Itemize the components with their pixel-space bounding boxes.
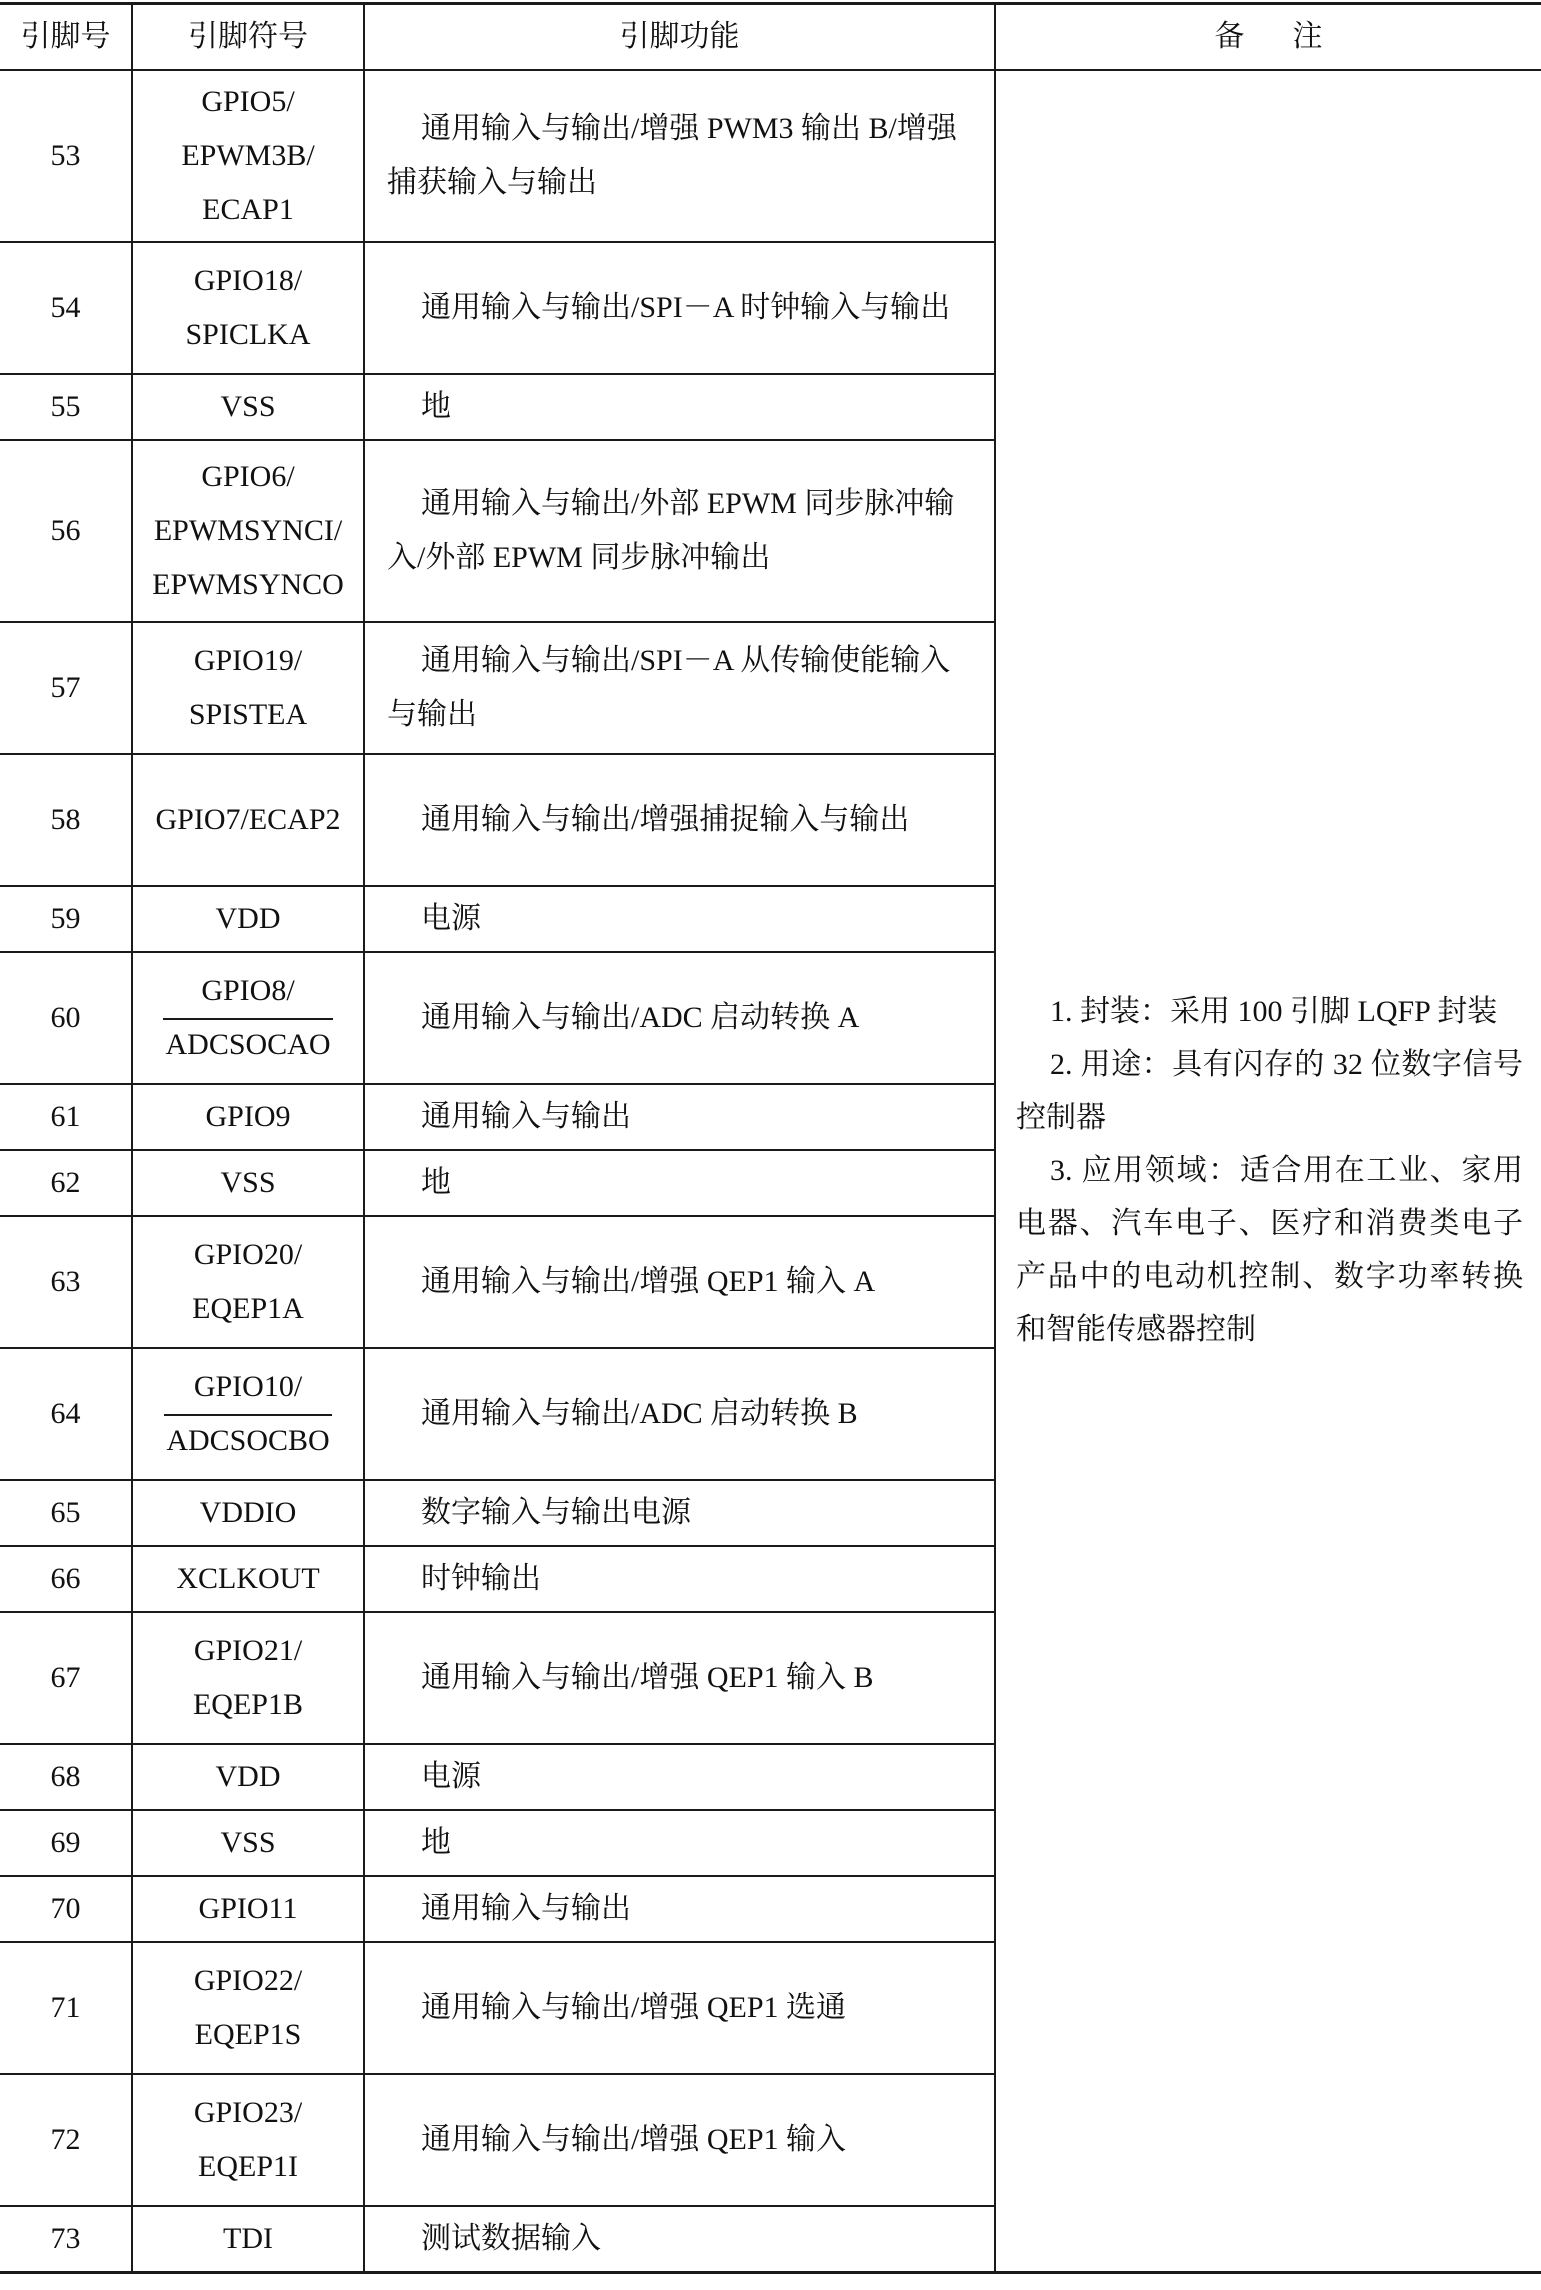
pin-symbol-cell	[132, 374, 364, 440]
pin-symbol-line: SPISTEA	[188, 698, 308, 731]
pin-function-cell	[364, 622, 995, 754]
remark-item: 2. 用途：具有闪存的 32 位数字信号控制器	[1016, 1048, 1523, 1135]
remarks-cell	[995, 70, 1541, 2272]
table-body	[0, 70, 1541, 2272]
pin-symbol-line: GPIO19/	[193, 644, 303, 677]
pin-function-cell	[364, 1876, 995, 1942]
pin-function-cell	[364, 1480, 995, 1546]
pin-symbol-cell	[132, 1810, 364, 1876]
pin-function-cell	[364, 1546, 995, 1612]
remark-item: 3. 应用领域：适合用在工业、家用电器、汽车电子、医疗和消费类电子产品中的电动机控制、数字功率转换和智能传感器控制	[1016, 1154, 1523, 1347]
pin-symbol-active-low: ADCSOCAO	[163, 1018, 332, 1070]
pin-symbol-line: EQEP1B	[192, 1688, 303, 1721]
pin-function-text: 地	[421, 1166, 451, 1199]
pin-symbol-cell	[132, 1612, 364, 1744]
pin-symbol-cell	[132, 1084, 364, 1150]
pin-number-cell: 62	[0, 1150, 132, 1216]
pin-symbol-line: EPWM3B/	[181, 139, 315, 172]
pin-symbol-cell	[132, 70, 364, 242]
pin-function-text: 通用输入与输出/SPI－A 从传输使能输入与输出	[387, 644, 951, 731]
pin-function-text: 通用输入与输出	[421, 1100, 631, 1133]
pin-function-text: 通用输入与输出/增强 QEP1 选通	[421, 1991, 847, 2024]
pin-symbol-line	[133, 1018, 363, 1072]
pin-function-text: 地	[421, 390, 451, 423]
pin-function-cell	[364, 2206, 995, 2272]
pin-function-text: 通用输入与输出/增强 PWM3 输出 B/增强捕获输入与输出	[387, 112, 957, 199]
pin-symbol-cell	[132, 1348, 364, 1480]
pin-number-cell: 69	[0, 1810, 132, 1876]
pin-symbol-line: EPWMSYNCO	[152, 568, 344, 601]
pin-symbol-cell	[132, 1546, 364, 1612]
pin-function-text: 通用输入与输出	[421, 1892, 631, 1925]
pin-symbol-line: GPIO18/	[193, 264, 303, 297]
pin-number-cell: 54	[0, 242, 132, 374]
header-pin-function: 引脚功能	[364, 4, 995, 71]
pin-number-cell: 57	[0, 622, 132, 754]
pin-symbol-cell	[132, 1216, 364, 1348]
pin-function-text: 电源	[421, 902, 481, 935]
header-pin-symbol: 引脚符号	[132, 4, 364, 71]
pin-function-text: 通用输入与输出/SPI－A 时钟输入与输出	[421, 291, 951, 324]
pin-symbol-cell	[132, 1744, 364, 1810]
pin-symbol-cell	[132, 1480, 364, 1546]
pin-function-cell	[364, 2074, 995, 2206]
pin-number-cell: 61	[0, 1084, 132, 1150]
pin-function-text: 电源	[421, 1760, 481, 1793]
pin-number-cell: 66	[0, 1546, 132, 1612]
pin-function-cell	[364, 1216, 995, 1348]
pin-symbol-line: VDD	[215, 902, 281, 935]
pin-function-text: 通用输入与输出/增强 QEP1 输入	[421, 2123, 847, 2156]
pin-symbol-line: GPIO21/	[193, 1634, 303, 1667]
pin-number-cell: 58	[0, 754, 132, 886]
pin-function-cell	[364, 242, 995, 374]
pin-symbol-line: ECAP1	[202, 193, 294, 226]
pin-symbol-line: VSS	[220, 1826, 276, 1859]
pin-symbol-line: GPIO11	[198, 1892, 298, 1925]
pin-symbol-cell	[132, 1876, 364, 1942]
pin-number-cell: 64	[0, 1348, 132, 1480]
pin-function-text: 通用输入与输出/ADC 启动转换 A	[421, 1001, 860, 1034]
pin-function-cell	[364, 754, 995, 886]
pin-number-cell: 53	[0, 70, 132, 242]
pin-number-cell: 55	[0, 374, 132, 440]
pin-function-cell	[364, 1612, 995, 1744]
pin-symbol-line: GPIO20/	[193, 1238, 303, 1271]
pin-symbol-line: TDI	[223, 2221, 273, 2255]
pin-symbol-line: EQEP1A	[192, 1292, 304, 1325]
pin-function-text: 通用输入与输出/增强 QEP1 输入 B	[421, 1661, 874, 1694]
pin-function-cell	[364, 952, 995, 1084]
table-row	[0, 70, 1541, 242]
pin-symbol-active-low: ADCSOCBO	[164, 1414, 331, 1466]
pin-symbol-cell	[132, 242, 364, 374]
pin-symbol-line: VSS	[220, 1166, 276, 1199]
pin-symbol-line: GPIO8/	[201, 974, 295, 1007]
pin-function-cell	[364, 374, 995, 440]
pin-function-text: 通用输入与输出/增强 QEP1 输入 A	[421, 1265, 876, 1298]
pin-symbol-cell	[132, 2074, 364, 2206]
pin-symbol-cell	[132, 2206, 364, 2272]
pin-function-text: 通用输入与输出/外部 EPWM 同步脉冲输入/外部 EPWM 同步脉冲输出	[387, 487, 955, 574]
pin-symbol-line: GPIO7/ECAP2	[155, 803, 341, 836]
pin-function-text: 通用输入与输出/增强捕捉输入与输出	[421, 803, 910, 836]
pin-symbol-cell	[132, 1150, 364, 1216]
pin-symbol-line: GPIO22/	[193, 1964, 303, 1997]
pin-function-text: 通用输入与输出/ADC 启动转换 B	[421, 1397, 858, 1430]
pin-symbol-line: GPIO6/	[201, 460, 295, 493]
table-header-row	[0, 4, 1541, 71]
pin-function-cell	[364, 1942, 995, 2074]
pin-function-cell	[364, 1150, 995, 1216]
pin-number-cell: 63	[0, 1216, 132, 1348]
pin-symbol-line: GPIO9	[205, 1100, 291, 1133]
pin-symbol-cell	[132, 1942, 364, 2074]
pin-number-cell: 70	[0, 1876, 132, 1942]
pin-symbol-cell	[132, 622, 364, 754]
pin-symbol-line: EQEP1I	[198, 2150, 298, 2183]
header-remarks	[995, 4, 1541, 71]
pin-number-cell: 73	[0, 2206, 132, 2272]
pin-symbol-line	[133, 1414, 363, 1468]
pin-function-cell	[364, 440, 995, 622]
header-remarks-text: 备注	[1214, 20, 1371, 53]
pin-function-cell	[364, 70, 995, 242]
pin-symbol-line: VDDIO	[199, 1496, 297, 1529]
pin-function-cell	[364, 1348, 995, 1480]
remark-item: 1. 封装：采用 100 引脚 LQFP 封装	[1050, 995, 1498, 1029]
pin-number-cell: 68	[0, 1744, 132, 1810]
pin-symbol-line: GPIO5/	[201, 85, 295, 118]
pin-symbol-cell	[132, 440, 364, 622]
pin-symbol-cell	[132, 952, 364, 1084]
pin-number-cell: 72	[0, 2074, 132, 2206]
pin-function-cell	[364, 1084, 995, 1150]
pin-symbol-line: SPICLKA	[185, 318, 311, 351]
pin-function-text: 地	[421, 1826, 451, 1859]
pin-number-cell: 65	[0, 1480, 132, 1546]
pin-symbol-line: XCLKOUT	[176, 1562, 320, 1595]
pin-symbol-line: VDD	[215, 1760, 281, 1793]
pin-symbol-line: EPWMSYNCI/	[153, 514, 343, 547]
pin-symbol-line: GPIO23/	[193, 2096, 303, 2129]
pin-function-cell	[364, 1810, 995, 1876]
pin-function-text: 时钟输出	[421, 1562, 541, 1595]
pin-number-cell: 59	[0, 886, 132, 952]
pin-number-cell: 60	[0, 952, 132, 1084]
pin-symbol-line: EQEP1S	[194, 2018, 302, 2051]
pin-number-cell: 67	[0, 1612, 132, 1744]
pin-function-cell	[364, 1744, 995, 1810]
pin-symbol-cell	[132, 886, 364, 952]
pin-symbol-cell	[132, 754, 364, 886]
pin-function-text: 测试数据输入	[421, 2221, 601, 2255]
pin-symbol-line: GPIO10/	[193, 1370, 303, 1403]
pin-function-cell	[364, 886, 995, 952]
pin-number-cell: 56	[0, 440, 132, 622]
pin-function-text: 数字输入与输出电源	[421, 1496, 691, 1529]
pin-symbol-line: VSS	[220, 390, 276, 423]
header-pin-number: 引脚号	[0, 4, 132, 71]
pin-number-cell: 71	[0, 1942, 132, 2074]
pin-table	[0, 2, 1541, 2274]
